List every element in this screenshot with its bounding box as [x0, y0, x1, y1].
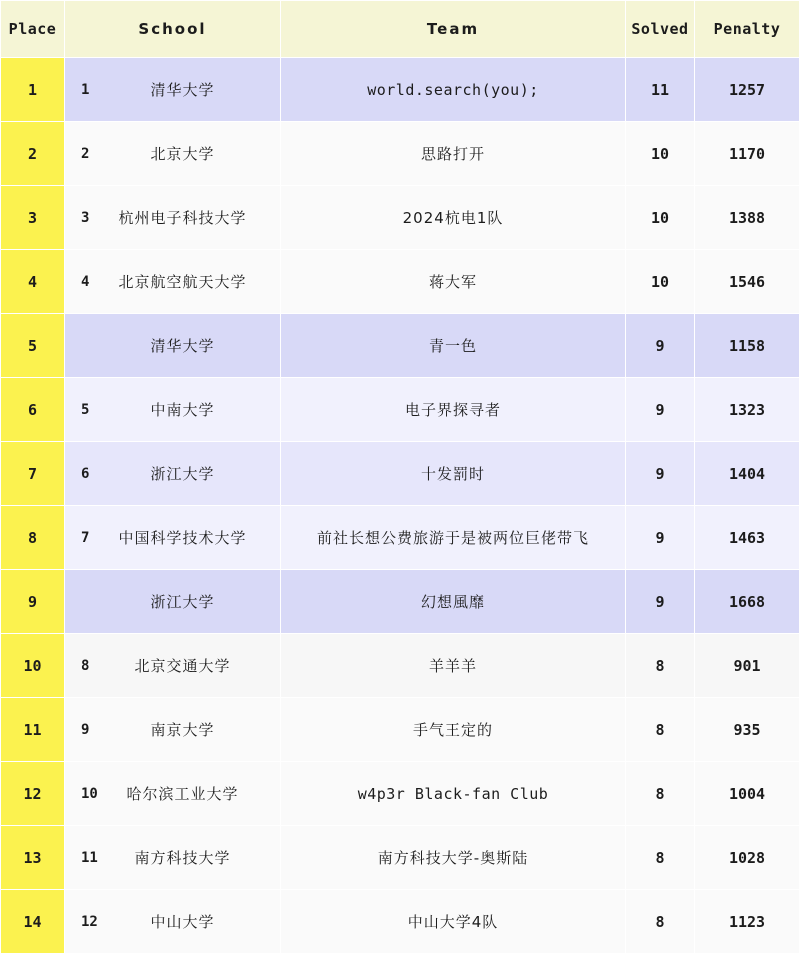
- cell-place: 6: [1, 378, 65, 442]
- cell-school: [65, 762, 281, 826]
- cell-place: 8: [1, 506, 65, 570]
- school-rank: 1: [81, 81, 90, 98]
- school-name: 中南大学: [150, 401, 215, 419]
- cell-solved: 9: [626, 314, 695, 378]
- cell-solved: 9: [626, 506, 695, 570]
- cell-school: [65, 314, 281, 378]
- school-rank: 3: [81, 209, 90, 226]
- cell-place: 14: [1, 890, 65, 954]
- table-row: [1, 762, 799, 826]
- table-row: [1, 570, 799, 634]
- cell-solved: 10: [626, 250, 695, 314]
- table-row: [1, 506, 799, 570]
- cell-team: w4p3r Black-fan Club: [281, 762, 626, 826]
- cell-solved: 8: [626, 762, 695, 826]
- table-row: [1, 442, 799, 506]
- cell-team: 十发罰时: [281, 442, 626, 506]
- cell-team: 2024杭电1队: [281, 186, 626, 250]
- school-rank: 5: [81, 401, 90, 418]
- school-rank: 4: [81, 273, 90, 290]
- table-row: [1, 826, 799, 890]
- cell-school: [65, 506, 281, 570]
- table-row: [1, 314, 799, 378]
- cell-penalty: 1257: [695, 58, 799, 122]
- table-row: [1, 250, 799, 314]
- school-name: 北京航空航天大学: [118, 273, 247, 291]
- cell-school: [65, 58, 281, 122]
- school-name: 南京大学: [150, 721, 215, 739]
- cell-team: 思路打开: [281, 122, 626, 186]
- cell-team: 中山大学4队: [281, 890, 626, 954]
- column-header-team: Team: [281, 1, 626, 58]
- cell-solved: 9: [626, 378, 695, 442]
- school-rank: 6: [81, 465, 90, 482]
- cell-penalty: 1546: [695, 250, 799, 314]
- cell-penalty: 1463: [695, 506, 799, 570]
- cell-team: 青一色: [281, 314, 626, 378]
- school-rank: 10: [81, 785, 98, 802]
- school-rank: 2: [81, 145, 90, 162]
- cell-school: [65, 186, 281, 250]
- cell-solved: 8: [626, 698, 695, 762]
- school-name: 杭州电子科技大学: [118, 209, 247, 227]
- cell-penalty: 1668: [695, 570, 799, 634]
- school-rank: 7: [81, 529, 90, 546]
- cell-team: 羊羊羊: [281, 634, 626, 698]
- cell-place: 5: [1, 314, 65, 378]
- cell-place: 9: [1, 570, 65, 634]
- cell-penalty: 1123: [695, 890, 799, 954]
- cell-place: 3: [1, 186, 65, 250]
- cell-school: [65, 378, 281, 442]
- cell-place: 1: [1, 58, 65, 122]
- cell-solved: 10: [626, 122, 695, 186]
- column-header-penalty: Penalty: [695, 1, 799, 58]
- cell-team: 电子界探寻者: [281, 378, 626, 442]
- school-name: 北京交通大学: [134, 657, 231, 675]
- school-name: 浙江大学: [150, 593, 215, 611]
- cell-solved: 8: [626, 826, 695, 890]
- cell-school: [65, 122, 281, 186]
- school-rank: 9: [81, 721, 90, 738]
- table-header: [1, 1, 799, 58]
- cell-penalty: 1158: [695, 314, 799, 378]
- table-row: [1, 122, 799, 186]
- cell-place: 12: [1, 762, 65, 826]
- table-row: [1, 890, 799, 954]
- cell-solved: 9: [626, 570, 695, 634]
- cell-team: 手气王定的: [281, 698, 626, 762]
- school-name: 南方科技大学: [134, 849, 231, 867]
- column-header-school: School: [65, 1, 281, 58]
- cell-penalty: 1388: [695, 186, 799, 250]
- cell-penalty: 1028: [695, 826, 799, 890]
- cell-solved: 8: [626, 634, 695, 698]
- cell-solved: 11: [626, 58, 695, 122]
- cell-solved: 8: [626, 890, 695, 954]
- school-rank: 11: [81, 849, 98, 866]
- cell-penalty: 1404: [695, 442, 799, 506]
- cell-school: [65, 250, 281, 314]
- school-name: 浙江大学: [150, 465, 215, 483]
- table-row: [1, 58, 799, 122]
- school-name: 中国科学技术大学: [118, 529, 247, 547]
- cell-place: 4: [1, 250, 65, 314]
- cell-solved: 10: [626, 186, 695, 250]
- table-row: [1, 186, 799, 250]
- cell-team: 幻想風靡: [281, 570, 626, 634]
- cell-place: 11: [1, 698, 65, 762]
- school-rank: 8: [81, 657, 90, 674]
- cell-penalty: 901: [695, 634, 799, 698]
- cell-school: [65, 442, 281, 506]
- cell-place: 13: [1, 826, 65, 890]
- cell-school: [65, 826, 281, 890]
- cell-penalty: 935: [695, 698, 799, 762]
- cell-team: world.search(you);: [281, 58, 626, 122]
- table-body: [1, 58, 799, 954]
- column-header-place: Place: [1, 1, 65, 58]
- school-rank: 12: [81, 913, 98, 930]
- cell-penalty: 1323: [695, 378, 799, 442]
- cell-team: 蒋大军: [281, 250, 626, 314]
- cell-school: [65, 890, 281, 954]
- cell-solved: 9: [626, 442, 695, 506]
- cell-school: [65, 634, 281, 698]
- school-name: 北京大学: [150, 145, 215, 163]
- header-row: [1, 1, 799, 58]
- table-row: [1, 698, 799, 762]
- cell-school: [65, 570, 281, 634]
- school-name: 中山大学: [150, 913, 215, 931]
- cell-school: [65, 698, 281, 762]
- column-header-solved: Solved: [626, 1, 695, 58]
- table-row: [1, 634, 799, 698]
- cell-team: 南方科技大学-奥斯陆: [281, 826, 626, 890]
- cell-team: 前社长想公费旅游于是被两位巨佬带飞: [281, 506, 626, 570]
- table-row: [1, 378, 799, 442]
- cell-place: 10: [1, 634, 65, 698]
- cell-penalty: 1170: [695, 122, 799, 186]
- school-name: 清华大学: [150, 337, 215, 355]
- cell-place: 7: [1, 442, 65, 506]
- cell-penalty: 1004: [695, 762, 799, 826]
- cell-place: 2: [1, 122, 65, 186]
- school-name: 清华大学: [150, 81, 215, 99]
- school-name: 哈尔滨工业大学: [126, 785, 239, 803]
